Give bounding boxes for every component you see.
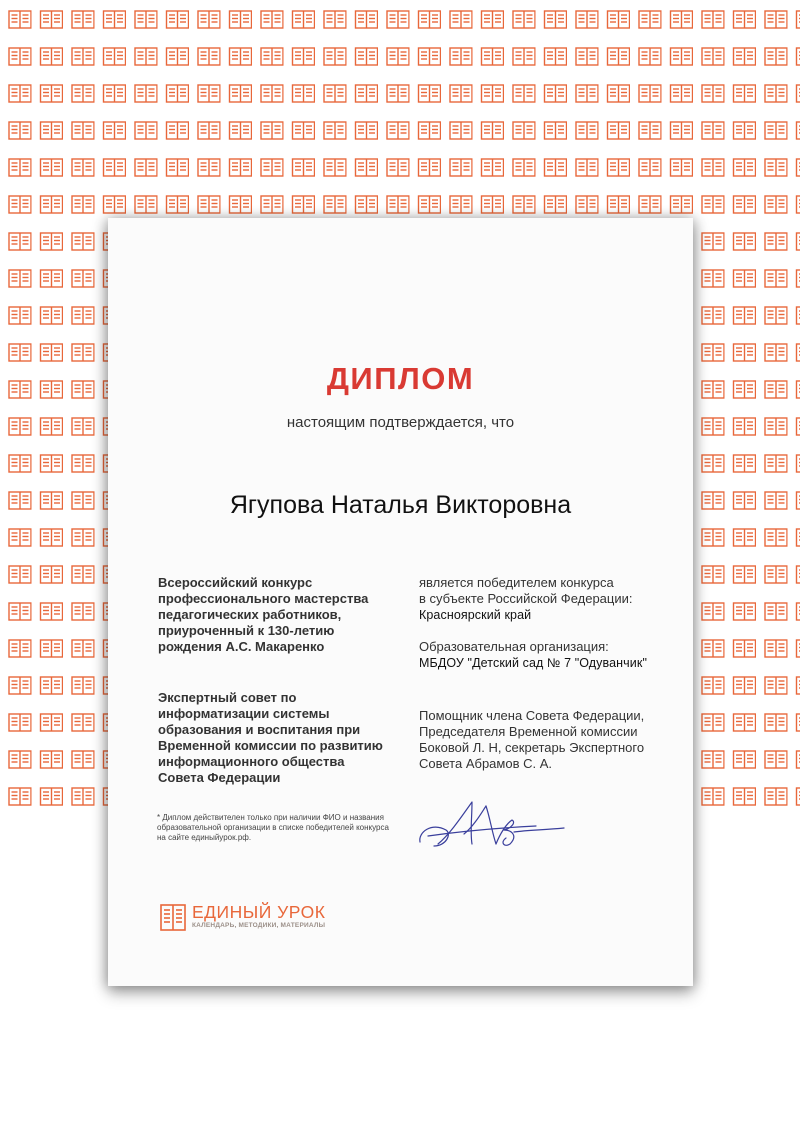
region-value: Красноярский край — [419, 608, 532, 622]
organization-label: Образовательная организация: — [419, 639, 609, 654]
contest-line: рождения А.С. Макаренко — [158, 639, 325, 654]
council-line: Экспертный совет по — [158, 690, 297, 705]
contest-line: профессионального мастерства — [158, 591, 369, 606]
winner-line: в субъекте Российской Федерации: — [419, 591, 633, 606]
book-icon — [160, 904, 186, 931]
contest-line: приуроченный к 130-летию — [158, 623, 335, 638]
logo — [160, 904, 360, 936]
validity-note — [157, 813, 397, 843]
organization-block — [419, 639, 674, 671]
signature — [416, 798, 566, 860]
logo-tagline: КАЛЕНДАРЬ, МЕТОДИКИ, МАТЕРИАЛЫ — [192, 922, 326, 929]
diploma-title: ДИПЛОМ — [326, 361, 475, 396]
council-description — [158, 690, 383, 786]
assistant-line: Председателя Временной комиссии — [419, 724, 638, 739]
council-line: информационного общества — [158, 754, 345, 769]
logo-name: ЕДИНЫЙ УРОК — [192, 902, 326, 922]
note-line: * Диплом действителен только при наличии ФИО и названия — [157, 813, 384, 822]
winner-line: является победителем конкурса — [419, 575, 614, 590]
note-line: образовательной организации в списке победителей конкурса — [157, 823, 389, 832]
diploma-sheet — [108, 218, 693, 986]
contest-line: Всероссийский конкурс — [158, 575, 313, 590]
note-line: на сайте единыйурок.рф. — [157, 833, 252, 842]
assistant-block — [419, 708, 674, 772]
winner-statement — [419, 575, 674, 623]
council-line: образования и воспитания при — [158, 722, 361, 737]
diploma-subtitle: настоящим подтверждается, что — [286, 414, 515, 431]
contest-line: педагогических работников, — [158, 607, 342, 622]
assistant-line: Помощник члена Совета Федерации, — [419, 708, 645, 723]
recipient-name: Ягупова Наталья Викторовна — [229, 491, 572, 519]
assistant-line: Боковой Л. Н, секретарь Экспертного — [419, 740, 645, 755]
council-line: Временной комиссии по развитию — [158, 738, 383, 753]
contest-description — [158, 575, 383, 655]
organization-name: МБДОУ "Детский сад № 7 "Одуванчик" — [419, 656, 647, 670]
council-line: Совета Федерации — [158, 770, 281, 785]
assistant-line: Совета Абрамов С. А. — [419, 756, 552, 771]
council-line: информатизации системы — [158, 706, 330, 721]
